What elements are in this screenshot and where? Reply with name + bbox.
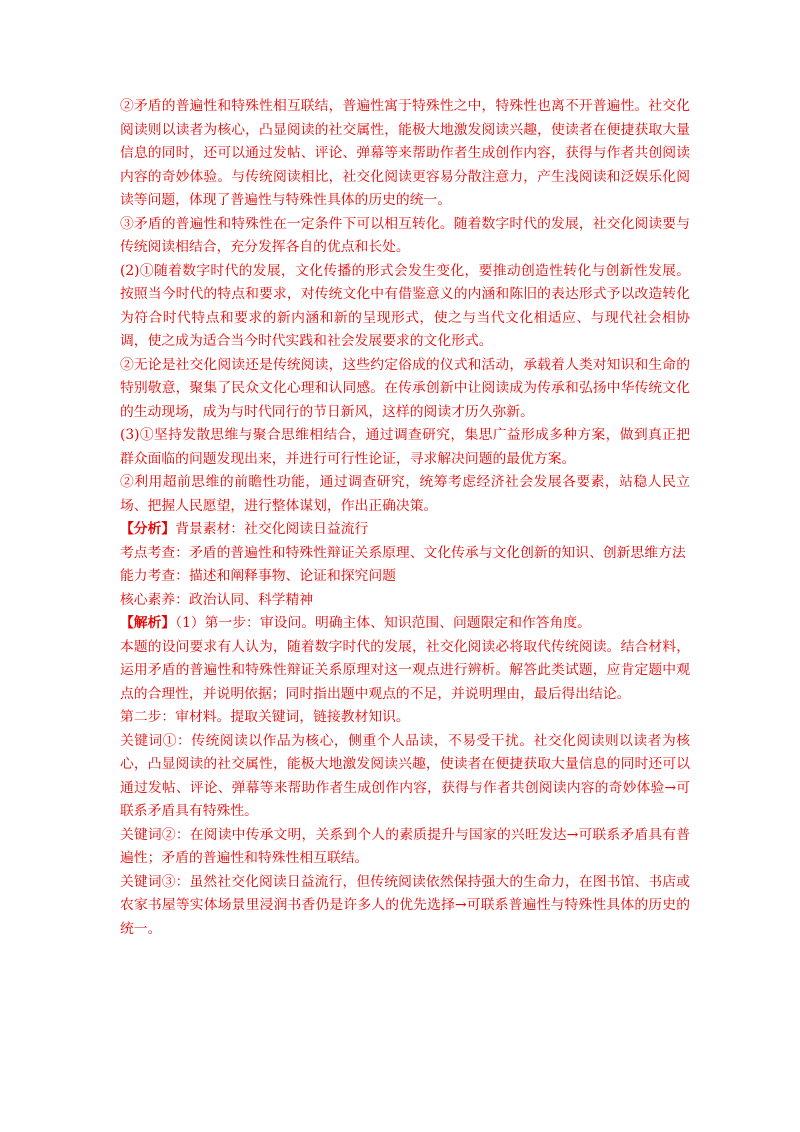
explanation-step-1: （1）第一步：审设问。明确主体、知识范围、问题限定和作答角度。 [175, 615, 591, 631]
explanation-question-analysis: 本题的设问要求有人认为，随着数字时代的发展，社交化阅读必将取代传统阅读。结合材料，运用矛盾的普遍性和特殊性辩证关系原理对这一观点进行辨析。解答此类试题，应肯定题中观点的合理性，并说明依据；同时指出题中观点的不足，并说明理由，最后得出结论。 [120, 638, 690, 702]
keyword-1: 关键词①：传统阅读以作品为核心，侧重个人品读，不易受干扰。社交化阅读则以读者为核心，凸显阅读的社交属性，能极大地激发阅读兴趣，使读者在便捷获取大量信息的同时还可以通过发帖、评论、弹幕等来帮助作者生成创作内容，获得与作者共创阅读内容的奇妙体验→可联系矛盾具有特殊性。 [120, 732, 690, 819]
keyword-3: 关键词③：虽然社交化阅读日益流行，但传统阅读依然保持强大的生命力，在图书馆、书店或农家书屋等实体场景里浸润书香仍是许多人的优先选择→可联系普遍性与特殊性具体的历史的统一。 [120, 873, 690, 937]
analysis-exam-points: 考点考查：矛盾的普遍性和特殊性辩证关系原理、文化传承与文化创新的知识、创新思维方法 [120, 544, 686, 561]
answer-part-2-2: ②无论是社交化阅读还是传统阅读，这些约定俗成的仪式和活动，承载着人类对知识和生命的特别敬意，聚集了民众文化心理和认同感。在传承创新中让阅读成为传承和弘扬中华传统文化的生动现场，成为与时代同行的节日新风，这样的阅读才历久弥新。 [120, 356, 690, 420]
analysis-literacy: 核心素养：政治认同、科学精神 [120, 591, 314, 608]
document-body [120, 95, 690, 941]
explanation-step-2: 第二步：审材料。提取关键词，链接教材知识。 [120, 709, 410, 725]
analysis-ability: 能力考查：描述和阐释事物、论证和探究问题 [120, 568, 396, 584]
answer-part-2-1: (2)①随着数字时代的发展，文化传播的形式会发生变化，要推动创造性转化与创新性发展。按照当今时代的特点和要求，对传统文化中有借鉴意义的内涵和陈旧的表达形式予以改造转化为符合时代特点和要求的新内涵和新的呈现形式，使之与当代文化相适应、与现代社会相协调，使之成为适合当今时代实践和社会发展要求的文化形式。 [120, 262, 690, 349]
keyword-2: 关键词②：在阅读中传承文明，关系到个人的素质提升与国家的兴旺发达→可联系矛盾具有普遍性；矛盾的普遍性和特殊性相互联结。 [120, 826, 690, 866]
answer-part-3-1: (3)①坚持发散思维与聚合思维相结合，通过调查研究，集思广益形成多种方案，做到真正把群众面临的问题发现出来，并进行可行性论证，寻求解决问题的最优方案。 [120, 427, 690, 467]
explanation-label: 【解析】 [120, 615, 176, 631]
answer-paragraph-3: ③矛盾的普遍性和特殊性在一定条件下可以相互转化。随着数字时代的发展，社交化阅读要与传统阅读相结合，充分发挥各自的优点和长处。 [120, 215, 690, 255]
analysis-background: 背景素材：社交化阅读日益流行 [175, 521, 369, 537]
analysis-heading [120, 518, 690, 542]
answer-paragraph-2: ②矛盾的普遍性和特殊性相互联结，普遍性寓于特殊性之中，特殊性也离不开普遍性。社交化阅读则以读者为核心，凸显阅读的社交属性，能极大地激发阅读兴趣，使读者在便捷获取大量信息的同时，还可以通过发帖、评论、弹幕等来帮助作者生成创作内容，获得与作者共创阅读内容的奇妙体验。与传统阅读相比，社交化阅读更容易分散注意力，产生浅阅读和泛娱乐化阅读等问题，体现了普遍性与特殊性具体的历史的统一。 [120, 98, 690, 208]
answer-part-3-2: ②利用超前思维的前瞻性功能，通过调查研究，统筹考虑经济社会发展各要素，站稳人民立场、把握人民愿望，进行整体谋划，作出正确决策。 [120, 474, 690, 514]
explanation-heading [120, 612, 690, 636]
analysis-label: 【分析】 [120, 521, 176, 537]
